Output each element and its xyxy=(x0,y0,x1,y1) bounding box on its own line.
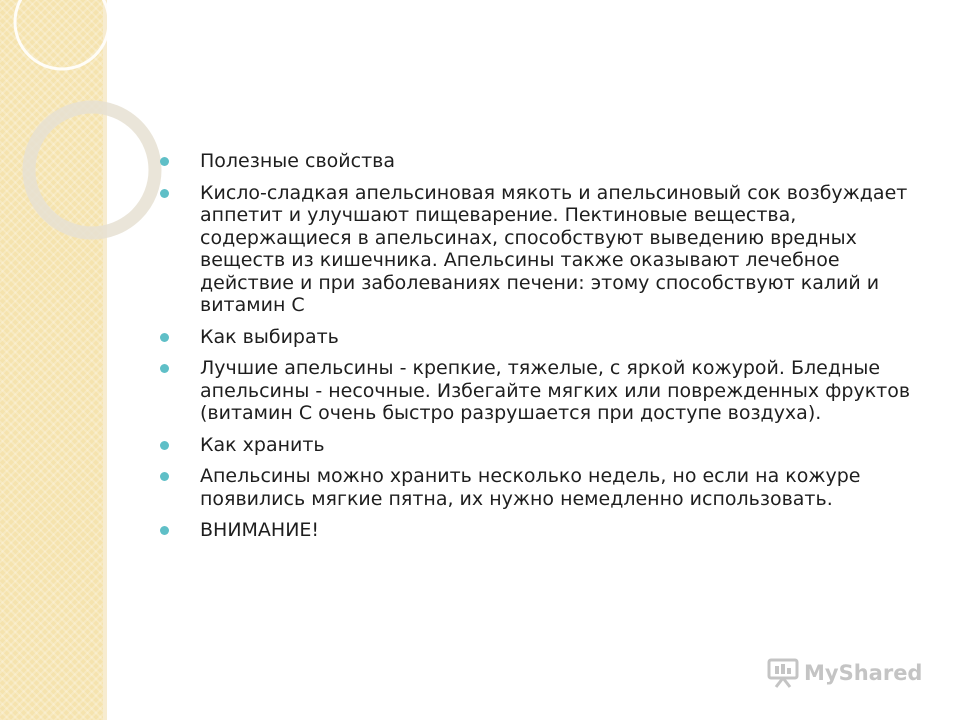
bullet-dot-icon xyxy=(160,364,169,373)
bullet-list xyxy=(160,150,930,551)
watermark-logo xyxy=(766,656,922,690)
bullet-item xyxy=(160,519,930,542)
bullet-item xyxy=(160,326,930,349)
bullet-dot-icon xyxy=(160,157,169,166)
ring-top xyxy=(15,0,109,69)
bullet-dot-icon xyxy=(160,526,169,535)
watermark-text: MyShared xyxy=(804,661,923,685)
bullet-item xyxy=(160,182,930,317)
bullet-text: ВНИМАНИЕ! xyxy=(200,519,320,541)
bullet-text: Как хранить xyxy=(200,433,325,456)
ring-large xyxy=(29,107,155,233)
bullet-item xyxy=(160,150,930,173)
bullet-dot-icon xyxy=(160,189,169,198)
presentation-board-icon xyxy=(766,657,800,689)
bullet-text: Полезные свойства xyxy=(200,150,395,172)
bullet-item xyxy=(160,434,930,457)
bullet-item xyxy=(160,357,930,425)
bullet-text: Лучшие апельсины - крепкие, тяжелые, с яркой кожурой. Бледные апельсины - несочные. Избегайте мягких или поврежденных фруктов (витамин С очень быстро разрушается при доступе воздуха). xyxy=(200,357,911,424)
bullet-item xyxy=(160,465,930,510)
bullet-dot-icon xyxy=(160,333,169,342)
bullet-text: Кисло-сладкая апельсиновая мякоть и апельсиновый сок возбуждает аппетит и улучшают пищеварение. Пектиновые вещества, содержащиеся в апельсинах, способствуют выведению вредных веществ из кишечника. Апельсины также оказывают лечебное действие и при заболеваниях печени: этому способствуют калий и витамин С xyxy=(200,181,908,316)
bullet-text: Апельсины можно хранить несколько недель, но если на кожуре появились мягкие пятна, их нужно немедленно использовать. xyxy=(200,465,861,510)
bullet-text: Как выбирать xyxy=(200,325,339,348)
bullet-dot-icon xyxy=(160,441,169,450)
bullet-dot-icon xyxy=(160,472,169,481)
